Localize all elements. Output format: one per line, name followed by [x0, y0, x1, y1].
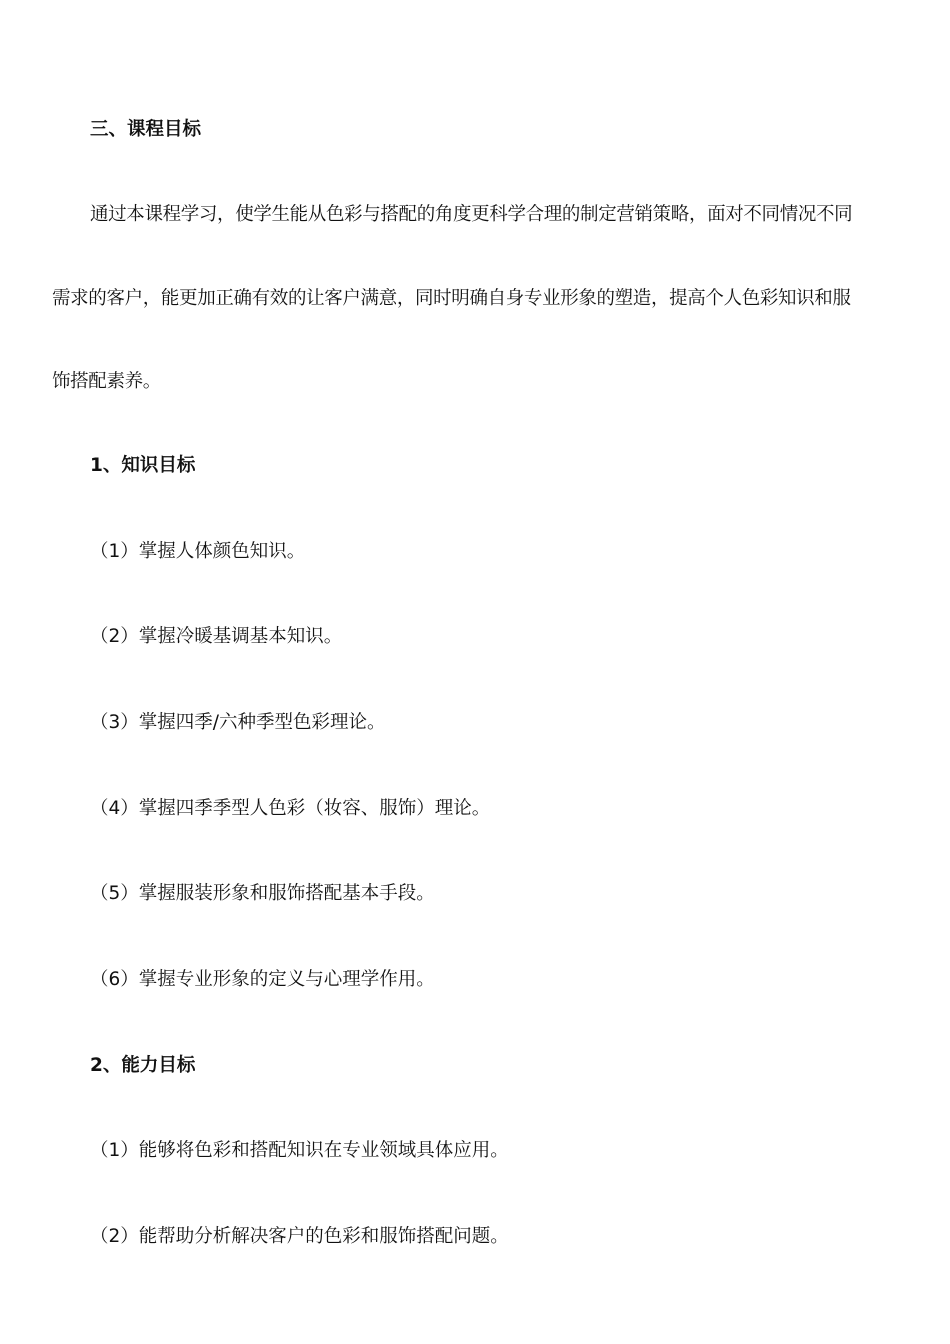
knowledge-item: （5）掌握服装形象和服饰搭配基本手段。 [90, 883, 435, 904]
ability-item: （1）能够将色彩和搭配知识在专业领域具体应用。 [90, 1140, 509, 1161]
ability-heading: 2、能力目标 [90, 1055, 196, 1076]
knowledge-item: （4）掌握四季季型人色彩（妆容、服饰）理论。 [90, 798, 491, 819]
intro-paragraph-line-3: 饰搭配素养。 [52, 371, 161, 392]
intro-paragraph-line-2: 需求的客户，能更加正确有效的让客户满意，同时明确自身专业形象的塑造，提高个人色彩知识和服 [52, 288, 851, 309]
knowledge-item: （1）掌握人体颜色知识。 [90, 541, 306, 562]
knowledge-heading: 1、知识目标 [90, 455, 196, 476]
section-title: 三、课程目标 [90, 119, 202, 140]
ability-item: （2）能帮助分析解决客户的色彩和服饰搭配问题。 [90, 1226, 509, 1247]
intro-paragraph-line-1: 通过本课程学习，使学生能从色彩与搭配的角度更科学合理的制定营销策略，面对不同情况不同 [90, 204, 853, 225]
knowledge-item: （2）掌握冷暖基调基本知识。 [90, 626, 343, 647]
knowledge-item: （3）掌握四季/六种季型色彩理论。 [90, 712, 386, 733]
knowledge-item: （6）掌握专业形象的定义与心理学作用。 [90, 969, 435, 990]
